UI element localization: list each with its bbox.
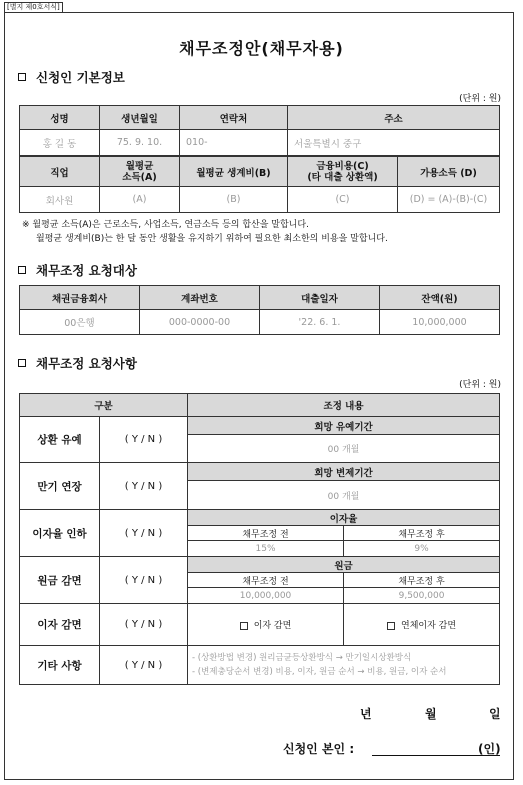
label-misc: 기타 사항: [20, 646, 100, 685]
header-cell: 생년월일: [100, 106, 180, 130]
misc-line: - (상환방법 변경) 원리금균등상환방식 → 만기일시상환방식: [192, 653, 412, 663]
form-number-tag: [별지 제0호서식]: [4, 2, 63, 13]
square-bullet-icon: [18, 73, 26, 81]
loan-date-field[interactable]: '22. 6. 1.: [260, 310, 380, 335]
interest-yn-field[interactable]: ( Y / N ): [100, 604, 188, 646]
creditor-field[interactable]: 00은행: [20, 310, 140, 335]
header-cell: 직업: [20, 157, 100, 187]
label-rate: 이자율 인하: [20, 510, 100, 557]
section-title: 채무조정 요청대상: [36, 263, 137, 278]
principal-before-field[interactable]: 10,000,000: [188, 588, 344, 604]
section-applicant-info: [18, 68, 125, 86]
living-cost-field[interactable]: (B): [180, 187, 288, 213]
principal-after-field[interactable]: 9,500,000: [344, 588, 500, 604]
income-field[interactable]: (A): [100, 187, 180, 213]
unit-label: (단위 : 원): [459, 94, 501, 104]
section-request: [18, 354, 137, 372]
header-cell: 잔액(원): [380, 286, 500, 310]
label-defer: 상환 유예: [20, 417, 100, 463]
seal-mark: (인): [478, 742, 501, 756]
account-field[interactable]: 000-0000-00: [140, 310, 260, 335]
balance-field[interactable]: 10,000,000: [380, 310, 500, 335]
late-interest-option-label: 연체이자 감면: [401, 621, 457, 631]
header-cell: 채권금융회사: [20, 286, 140, 310]
name-field[interactable]: 홍 길 동: [20, 130, 100, 156]
header-cell: 계좌번호: [140, 286, 260, 310]
unit-label: (단위 : 원): [459, 380, 501, 390]
label-principal: 원금 감면: [20, 557, 100, 604]
header-cell: 금융비용(C) (타 대출 상환액): [288, 157, 398, 187]
phone-field[interactable]: 010-: [180, 130, 288, 156]
square-bullet-icon: [18, 359, 26, 367]
square-bullet-icon: [18, 266, 26, 274]
header-cell: 월평균 생계비(B): [180, 157, 288, 187]
finance-cost-field[interactable]: (C): [288, 187, 398, 213]
signature-label: 신청인 본인 :: [283, 742, 355, 756]
job-field[interactable]: 회사원: [20, 187, 100, 213]
extend-yn-field[interactable]: ( Y / N ): [100, 463, 188, 510]
address-field[interactable]: 서울특별시 중구: [288, 130, 500, 156]
rate-yn-field[interactable]: ( Y / N ): [100, 510, 188, 557]
checkbox-icon[interactable]: [387, 622, 395, 630]
before-label: 채무조정 전: [188, 526, 344, 541]
section-title: 신청인 기본정보: [36, 70, 125, 85]
request-table: [19, 393, 500, 685]
header-cell: 연락처: [180, 106, 288, 130]
rate-before-field[interactable]: 15%: [188, 541, 344, 557]
sub-header-cell: 희망 변제기간: [188, 463, 500, 481]
header-cell: 주소: [288, 106, 500, 130]
late-interest-option-cell[interactable]: [344, 604, 500, 646]
birthdate-field[interactable]: 75. 9. 10.: [100, 130, 180, 156]
income-table: [19, 156, 500, 213]
interest-option-cell[interactable]: [188, 604, 344, 646]
misc-line: - (변제충당순서 변경) 비용, 이자, 원금 순서 → 비용, 원금, 이자 순서: [192, 667, 447, 677]
extend-period-field[interactable]: 00 개월: [188, 481, 500, 510]
before-label: 채무조정 전: [188, 573, 344, 588]
section-target: [18, 261, 137, 279]
misc-yn-field[interactable]: ( Y / N ): [100, 646, 188, 685]
label-interest: 이자 감면: [20, 604, 100, 646]
section-title: 채무조정 요청사항: [36, 356, 137, 371]
rate-after-field[interactable]: 9%: [344, 541, 500, 557]
header-cell: 월평균 소득(A): [100, 157, 180, 187]
label-extend: 만기 연장: [20, 463, 100, 510]
note-income: ※ 월평균 소득(A)은 근로소득, 사업소득, 연금소득 등의 합산을 말합니다.: [22, 220, 309, 230]
after-label: 채무조정 후: [344, 526, 500, 541]
after-label: 채무조정 후: [344, 573, 500, 588]
defer-period-field[interactable]: 00 개월: [188, 435, 500, 463]
page-title: 채무조정안(채무자용): [179, 39, 344, 58]
sub-header-cell: 희망 유예기간: [188, 417, 500, 435]
interest-option-label: 이자 감면: [253, 621, 292, 631]
applicant-table: [19, 105, 500, 156]
target-table: [19, 285, 500, 335]
principal-yn-field[interactable]: ( Y / N ): [100, 557, 188, 604]
date-year: 년: [360, 707, 372, 721]
available-income-field[interactable]: (D) = (A)-(B)-(C): [398, 187, 500, 213]
note-living-cost: 월평균 생계비(B)는 한 달 동안 생활을 유지하기 위하여 필요한 최소한의 비용을 말합니다.: [36, 234, 388, 244]
header-cell: 성명: [20, 106, 100, 130]
header-cell: 구분: [20, 394, 188, 417]
header-cell: 대출일자: [260, 286, 380, 310]
misc-details-field[interactable]: [188, 646, 500, 685]
header-cell: 조정 내용: [188, 394, 500, 417]
sub-header-cell: 이자율: [188, 510, 500, 526]
checkbox-icon[interactable]: [240, 622, 248, 630]
header-cell: 가용소득 (D): [398, 157, 500, 187]
date-month: 월: [425, 707, 437, 721]
sub-header-cell: 원금: [188, 557, 500, 573]
date-day: 일: [489, 707, 501, 721]
defer-yn-field[interactable]: ( Y / N ): [100, 417, 188, 463]
